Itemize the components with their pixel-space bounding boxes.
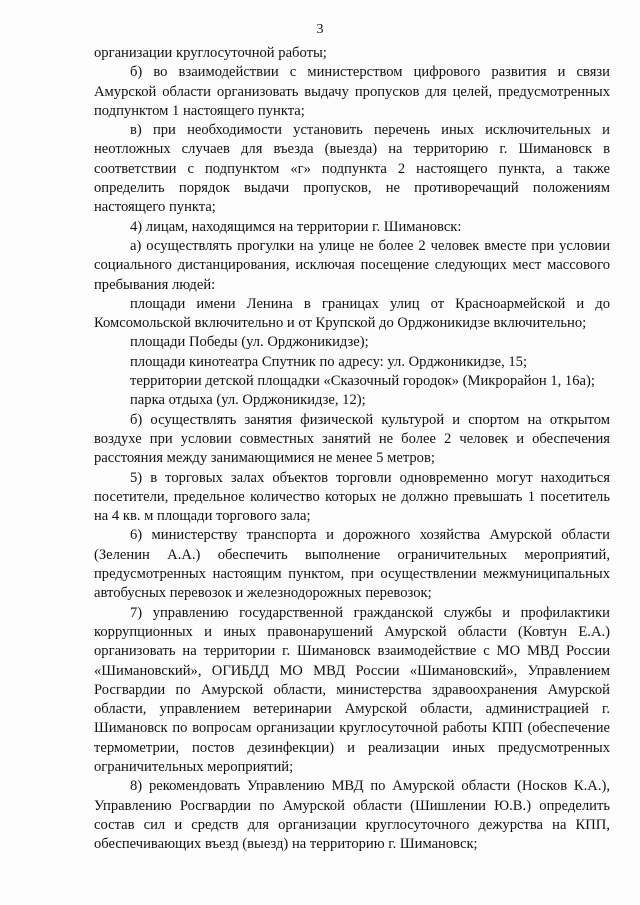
- paragraph-5: 5) в торговых залах объектов торговли одновременно могут находиться посетители, предельное количество которых не должно превышать 1 посетитель на 4 кв. м площади торгового зала;: [94, 469, 610, 525]
- paragraph-6: 6) министерству транспорта и дорожного хозяйства Амурской области (Зеленин А.А.) обеспечить выполнение ограничительных мероприятий, предусмотренных настоящим пунктом, при осуществлении межмуниципальных автобусных перевозок и железнодорожных перевозок;: [94, 527, 610, 602]
- paragraph-7: 7) управлению государственной гражданской службы и профилактики коррупционных и иных правонарушений Амурской области (Ковтун Е.А.) организовать на территории г. Шимановск взаимодействие с МО МВД России «Шимановский», ОГИБДД МО МВД России «Шимановский», Управлением Росгвардии по Амурской области, министерства здравоохранения Амурской области, управлением ветеринарии Амурской области, администрацией г. Шимановск по вопросам организации круглосуточной работы КПП (обеспечение термометрии, постов дезинфекции) и реализации иных предусмотренных ограничительных мероприятий;: [94, 604, 610, 775]
- place-lenin-square: площади имени Ленина в границах улиц от Красноармейской и до Комсомольской включительно и от Крупской до Орджоникидзе включительно;: [94, 295, 610, 332]
- paragraph-4a: а) осуществлять прогулки на улице не более 2 человек вместе при условии социального дистанцирования, исключая посещение следующих мест массового пребывания людей:: [94, 237, 610, 293]
- paragraph-4b: б) осуществлять занятия физической культурой и спортом на открытом воздухе при условии совместных занятий не более 2 человек и обеспечения расстояния между занимающимися не менее 5 метров;: [94, 411, 610, 467]
- paragraph-continuation: организации круглосуточной работы;: [94, 45, 327, 61]
- paragraph-8: 8) рекомендовать Управлению МВД по Амурской области (Носков К.А.), Управлению Росгвардии по Амурской области (Шишлении Ю.В.) определить состав сил и средств для организации круглосуточного дежурства на КПП, обеспечивающих въезд (выезд) на территорию г. Шимановск;: [94, 778, 610, 853]
- place-park: парка отдыха (ул. Орджоникидзе, 12);: [130, 392, 366, 409]
- page-number: 3: [316, 22, 324, 37]
- place-victory-square: площади Победы (ул. Орджоникидзе);: [130, 334, 369, 351]
- place-cinema-square: площади кинотеатра Спутник по адресу: ул. Орджоникидзе, 15;: [130, 353, 528, 370]
- paragraph-4: 4) лицам, находящимся на территории г. Шимановск:: [130, 218, 462, 235]
- paragraph-3b: б) во взаимодействии с министерством цифрового развития и связи Амурской области организовать выдачу пропусков для целей, предусмотренных подпунктом 1 настоящего пункта;: [94, 64, 610, 119]
- document-body: [94, 44, 610, 854]
- place-playground: территории детской площадки «Сказочный городок» (Микрорайон 1, 16а);: [130, 373, 595, 390]
- paragraph-3v: в) при необходимости установить перечень иных исключительных и неотложных случаев для въезда (выезда) на территорию г. Шимановск в соответствии с подпунктом «г» подпункта 2 настоящего пункта, а также определить порядок выдачи пропусков, не противоречащий положениям настоящего пункта;: [94, 122, 610, 216]
